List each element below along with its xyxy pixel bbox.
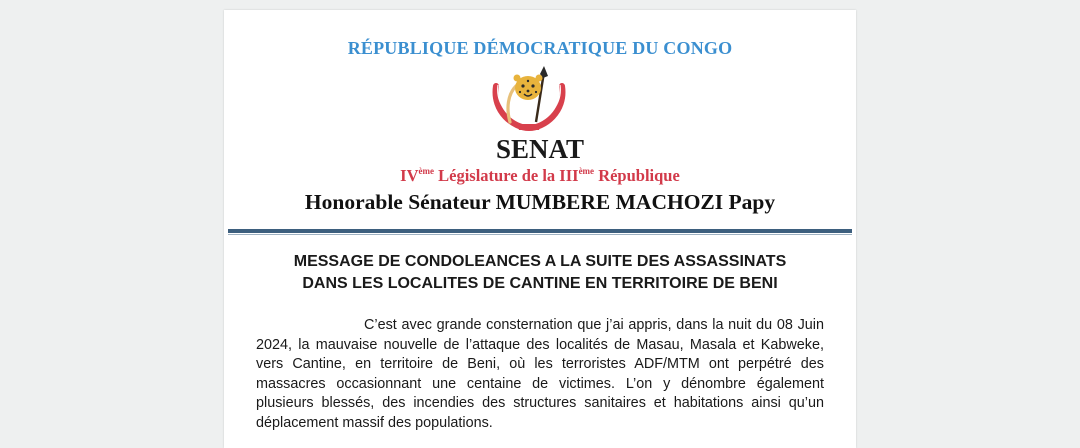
body-line: vers Cantine, en territoire de Beni, où les terroristes ADF/MTM ont perpétré des	[256, 356, 824, 372]
body-line: déplacement massif des populations.	[256, 414, 493, 431]
institution-title: SENAT	[495, 134, 585, 164]
document-page	[224, 10, 856, 448]
document-title-line-1: MESSAGE DE CONDOLEANCES A LA SUITE DES ASSASSINATS	[293, 253, 787, 270]
senator-name: Honorable Sénateur MUMBERE MACHOZI Papy	[304, 190, 776, 214]
body-line: 2024, la mauvaise nouvelle de l’attaque des localités de Masau, Masala et Kabweke,	[256, 336, 824, 353]
document-title-line-2: DANS LES LOCALITES DE CANTINE EN TERRITOIRE DE BENI	[302, 275, 778, 292]
header-divider-thin	[228, 234, 852, 235]
legislature-line: IVème Législature de la IIIème République	[400, 165, 680, 185]
country-name: RÉPUBLIQUE DÉMOCRATIQUE DU CONGO	[347, 38, 733, 58]
body-line: massacres occasionnant une centaine de victimes. L’on y dénombre également	[256, 375, 824, 392]
header-divider	[228, 229, 852, 233]
document-body	[256, 316, 824, 433]
body-line: C’est avec grande consternation que j’ai appris, dans la nuit du 08 Juin	[364, 317, 824, 333]
document-title	[224, 251, 856, 295]
body-line: plusieurs blessés, des incendies des structures sanitaires et habitations ainsi qu’un	[256, 395, 824, 411]
drc-coat-of-arms-icon	[484, 64, 574, 134]
